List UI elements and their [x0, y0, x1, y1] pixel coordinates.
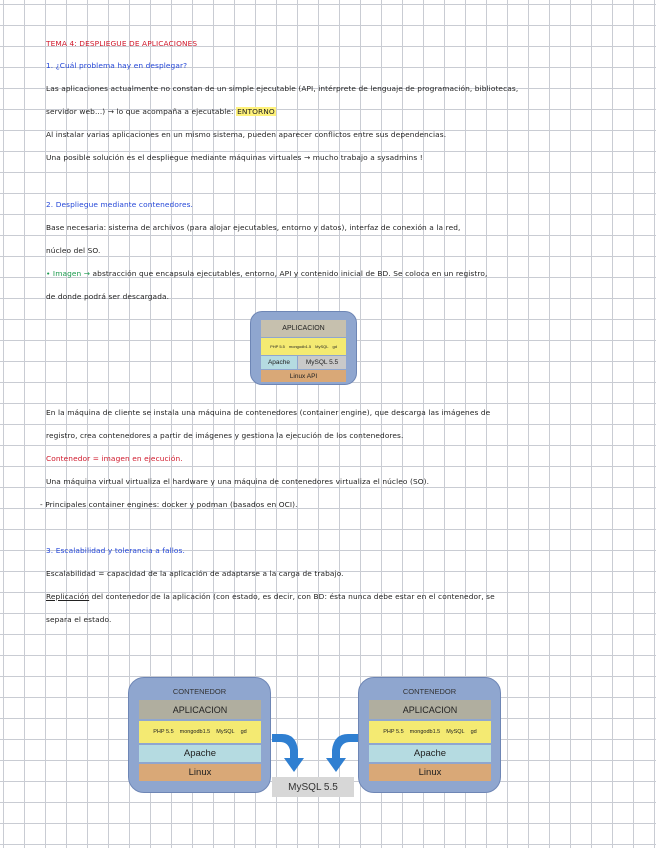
section-1-heading: 1. ¿Cuál problema hay en desplegar? — [46, 61, 188, 70]
right-arrow-icon — [326, 734, 358, 772]
s2-paragraph-3 — [46, 269, 487, 278]
lib-mongodb: mongodb1.5 — [288, 344, 312, 349]
imagen-bullet: • Imagen → — [46, 269, 93, 278]
container-diagram-small — [250, 311, 357, 385]
lib-gd: gd — [332, 344, 337, 349]
layer-libraries — [139, 721, 261, 743]
arrows-graphic — [268, 730, 362, 778]
layer-aplicacion: APLICACION — [261, 320, 346, 337]
s2-contenedor-definition: Contenedor = imagen en ejecución. — [46, 454, 183, 463]
s1-paragraph-4: Una posible solución es el despliegue mediante máquinas virtuales → mucho trabajo a sysadmins ! — [46, 153, 423, 162]
left-arrow-icon — [272, 734, 304, 772]
entorno-highlight: ENTORNO — [237, 107, 275, 116]
s2-paragraph-9: - Principales container engines: docker y podman (basados en OCI). — [40, 500, 298, 509]
s3-paragraph-3: separa el estado. — [46, 615, 112, 624]
layer-libraries — [369, 721, 491, 743]
lib-php: PHP 5.5 — [383, 729, 404, 735]
container-caption: CONTENEDOR — [172, 686, 227, 696]
lib-php: PHP 5.5 — [153, 729, 174, 735]
page-title: TEMA 4: DESPLIEGUE DE APLICACIONES — [46, 39, 198, 48]
layer-mysql: MySQL 5.5 — [298, 356, 346, 369]
layer-apache: Apache — [139, 745, 261, 762]
layer-apache: Apache — [369, 745, 491, 762]
lib-php: PHP 5.5 — [270, 344, 285, 349]
section-3-heading: 3. Escalabilidad y tolerancia a fallos. — [46, 546, 185, 555]
layer-linux: Linux — [369, 764, 491, 781]
s1-paragraph-3: Al instalar varias aplicaciones en un mismo sistema, pueden aparecer conflictos entre sus dependencias. — [46, 130, 447, 139]
shared-database-box: MySQL 5.5 — [272, 777, 354, 797]
section-2-heading: 2. Despliegue mediante contenedores. — [46, 200, 193, 209]
container-caption: CONTENEDOR — [402, 686, 457, 696]
s3-p2-text: del contenedor de la aplicación (con estado, es decir, con BD: ésta nunca debe estar en el contenedor, se — [89, 592, 495, 601]
s1-paragraph-2 — [46, 107, 276, 116]
lib-mysql: MySQL — [315, 344, 329, 349]
replicacion-term: Replicación — [46, 592, 90, 601]
lib-mongodb: mongodb1.5 — [409, 729, 441, 735]
container-diagram-right — [358, 677, 501, 793]
s2-paragraph-2: núcleo del SO. — [46, 246, 101, 255]
s2-paragraph-6: registro, crea contenedores a partir de imágenes y gestiona la ejecución de los contenedores. — [46, 431, 404, 440]
s2-paragraph-8: Una máquina virtual virtualiza el hardware y una máquina de contenedores virtualiza el núcleo (SO). — [46, 477, 430, 486]
s3-paragraph-1: Escalabilidad = capacidad de la aplicación de adaptarse a la carga de trabajo. — [46, 569, 344, 578]
layer-libraries — [261, 338, 346, 355]
lib-mysql: MySQL — [446, 729, 465, 735]
s1-paragraph-1: Las aplicaciones actualmente no constan de un simple ejecutable (API, intérprete de lenguaje de programación, bibliotecas, — [46, 84, 519, 93]
lib-mysql: MySQL — [216, 729, 235, 735]
s2-paragraph-5: En la máquina de cliente se instala una máquina de contenedores (container engine), que descarga las imágenes de — [46, 408, 491, 417]
lib-gd: gd — [240, 729, 247, 735]
layer-aplicacion: APLICACION — [369, 700, 491, 719]
s2-paragraph-4: de donde podrá ser descargada. — [46, 292, 170, 301]
layer-apache: Apache — [261, 356, 297, 369]
s3-paragraph-2 — [46, 592, 495, 601]
s1-p2-text: servidor web...) → lo que acompaña a ejecutable: — [46, 107, 237, 116]
lib-gd: gd — [470, 729, 477, 735]
container-diagram-left — [128, 677, 271, 793]
s2-paragraph-1: Base necesaria: sistema de archivos (para alojar ejecutables, entorno y datos), interfaz de conexión a la red, — [46, 223, 461, 232]
imagen-definition: abstracción que encapsula ejecutables, entorno, API y contenido inicial de BD. Se coloca en un registro, — [92, 269, 488, 278]
layer-linux-api: Linux API — [261, 370, 346, 382]
layer-aplicacion: APLICACION — [139, 700, 261, 719]
layer-linux: Linux — [139, 764, 261, 781]
lib-mongodb: mongodb1.5 — [179, 729, 211, 735]
